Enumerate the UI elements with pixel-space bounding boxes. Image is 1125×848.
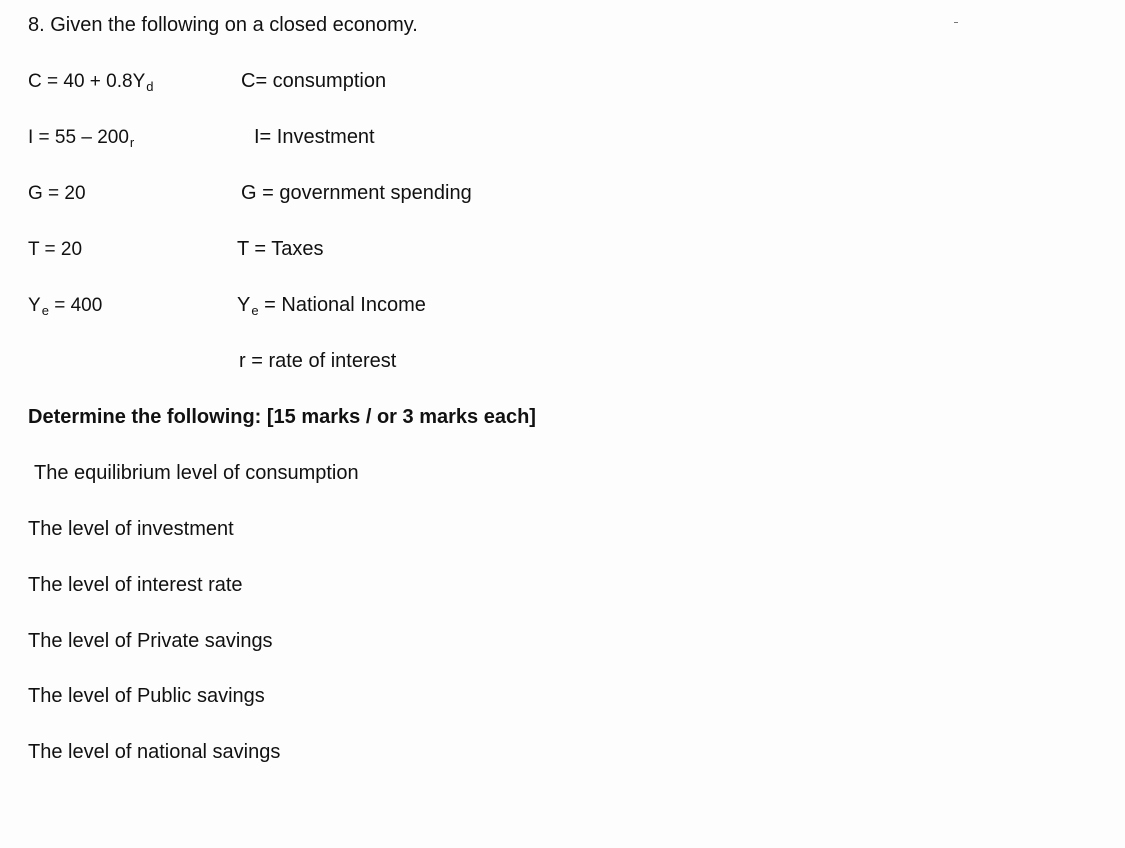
task-item: The level of Public savings xyxy=(28,685,265,707)
equation-rhs: = 400 xyxy=(48,295,103,316)
equation-lhs: I = 55 – 200 xyxy=(28,127,129,148)
equation-national-income xyxy=(28,294,102,319)
equation-taxes: T = 20 xyxy=(28,239,83,260)
definition-consumption: C= consumption xyxy=(241,70,387,92)
equation-consumption xyxy=(28,70,153,95)
definition-government: G = government spending xyxy=(241,182,472,204)
definition-interest-rate: r = rate of interest xyxy=(239,350,397,372)
margin-dash-mark xyxy=(954,22,958,23)
definition-national-income xyxy=(237,293,426,319)
task-item: The equilibrium level of consumption xyxy=(34,462,359,484)
equation-subscript: r xyxy=(129,135,135,150)
task-item: The level of interest rate xyxy=(28,574,243,596)
definition-rhs: = National Income xyxy=(258,294,426,316)
definition-taxes: T = Taxes xyxy=(237,238,324,260)
equation-subscript: e xyxy=(41,303,49,318)
instruction-heading: Determine the following: [15 marks / or 3 marks each] xyxy=(28,406,536,428)
task-item: The level of Private savings xyxy=(28,630,273,652)
equation-government: G = 20 xyxy=(28,183,86,204)
equation-subscript: d xyxy=(146,79,154,94)
definition-subscript: e xyxy=(251,303,259,318)
equation-lhs: Y xyxy=(28,295,41,316)
definition-lhs: Y xyxy=(237,294,251,316)
task-item: The level of national savings xyxy=(28,741,281,763)
equation-investment xyxy=(28,126,134,151)
question-title: 8. Given the following on a closed economy. xyxy=(28,14,418,36)
definition-investment: I= Investment xyxy=(254,126,375,148)
equation-lhs: C = 40 + 0.8Y xyxy=(28,71,146,92)
task-item: The level of investment xyxy=(28,518,234,540)
